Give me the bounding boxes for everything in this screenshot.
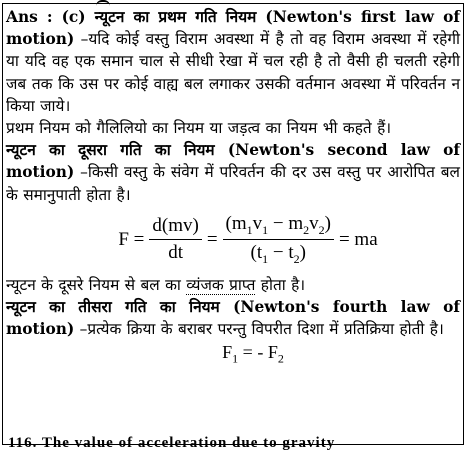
num-v1: v: [252, 212, 263, 234]
den-sub-1: 1: [262, 252, 269, 267]
eq-lhs: F =: [118, 228, 145, 250]
law2-note-paragraph: [6, 274, 460, 296]
answer-box: [2, 3, 464, 445]
law3-paragraph: [6, 296, 460, 340]
law2-heading-english: (Newton's second law of motion): [6, 141, 460, 182]
law1-alias-text: प्रथम नियम को गैलिलियो का नियम या जड़त्व का नियम भी कहते हैं।: [6, 119, 392, 138]
law2-statement: –किसी वस्तु के संवेग में परिवर्तन की दर उस वस्तु पर आरोपित बल के समानुपाती होता है।: [6, 163, 460, 204]
fraction2-denominator: [248, 240, 309, 267]
fraction1-numerator: d(mv): [149, 215, 201, 240]
fraction1-denominator: dt: [168, 242, 183, 264]
num-minus-m2: − m: [268, 212, 304, 234]
den-sub-2: 2: [293, 252, 300, 267]
law2-note-start: न्यूटन के दूसरे नियम से बल का: [6, 275, 187, 294]
eq2-sub-1: 1: [232, 352, 239, 367]
reaction-equation: [46, 340, 460, 371]
law2-paragraph: [6, 139, 460, 206]
law1-alias-paragraph: [6, 117, 460, 139]
num-m1: (m: [225, 212, 247, 234]
fraction-momentum-change: [223, 213, 334, 268]
next-question-clipped: [4, 435, 464, 451]
num-close-paren: ): [324, 212, 331, 234]
num-sub-1b: 1: [262, 222, 269, 237]
fraction2-numerator: [223, 213, 334, 241]
law1-heading-english: (Newton's first law of motion): [6, 8, 460, 49]
answer-label: Ans : (c): [6, 8, 95, 26]
law1-heading-hindi: न्यूटन का प्रथम गति नियम: [94, 8, 257, 26]
eq2-f1: F: [222, 342, 233, 363]
den-minus-t2: − t: [268, 242, 294, 264]
num-sub-2b: 2: [318, 222, 325, 237]
next-question-text: 116. The value of acceleration due to gravity: [8, 435, 336, 451]
num-v2: v: [309, 212, 319, 234]
law2-note-dotted: व्यंजक प्राप्त: [186, 275, 256, 294]
law3-heading-english: (Newton's fourth law of motion): [6, 298, 460, 339]
eq2-sub-2: 2: [277, 352, 284, 367]
num-sub-2a: 2: [303, 222, 310, 237]
den-close-paren: ): [299, 242, 306, 264]
law3-heading-hindi: न्यूटन का तीसरा गति का नियम: [6, 298, 220, 317]
eq-rhs: = ma: [338, 228, 378, 250]
law2-heading-hindi: न्यूटन का दूसरा गति का नियम: [6, 141, 215, 160]
den-t1: (t: [250, 242, 263, 264]
eq-equals: =: [206, 228, 218, 250]
force-equation: [36, 206, 460, 274]
eq2-middle: = - F: [238, 342, 278, 363]
fraction-dmv-dt: [149, 215, 201, 264]
num-sub-1a: 1: [246, 222, 253, 237]
law3-statement: –प्रत्येक क्रिया के बराबर परन्तु विपरीत दिशा में प्रतिक्रिया होती है।: [74, 320, 444, 339]
law1-paragraph: [6, 6, 460, 117]
law2-note-end: होता है।: [255, 275, 306, 294]
law1-statement: –यदि कोई वस्तु विराम अवस्था में है तो वह विराम अवस्था में रहेगी या यदि वह एक समान चाल से सीधी रेखा में चल रही है तो वैसी ही चलती रहेगी जब तक कि उस पर कोई वाह्य बल लगाकर उसकी वर्तमान अवस्था में परिवर्तन न किया जाये।: [6, 30, 460, 115]
